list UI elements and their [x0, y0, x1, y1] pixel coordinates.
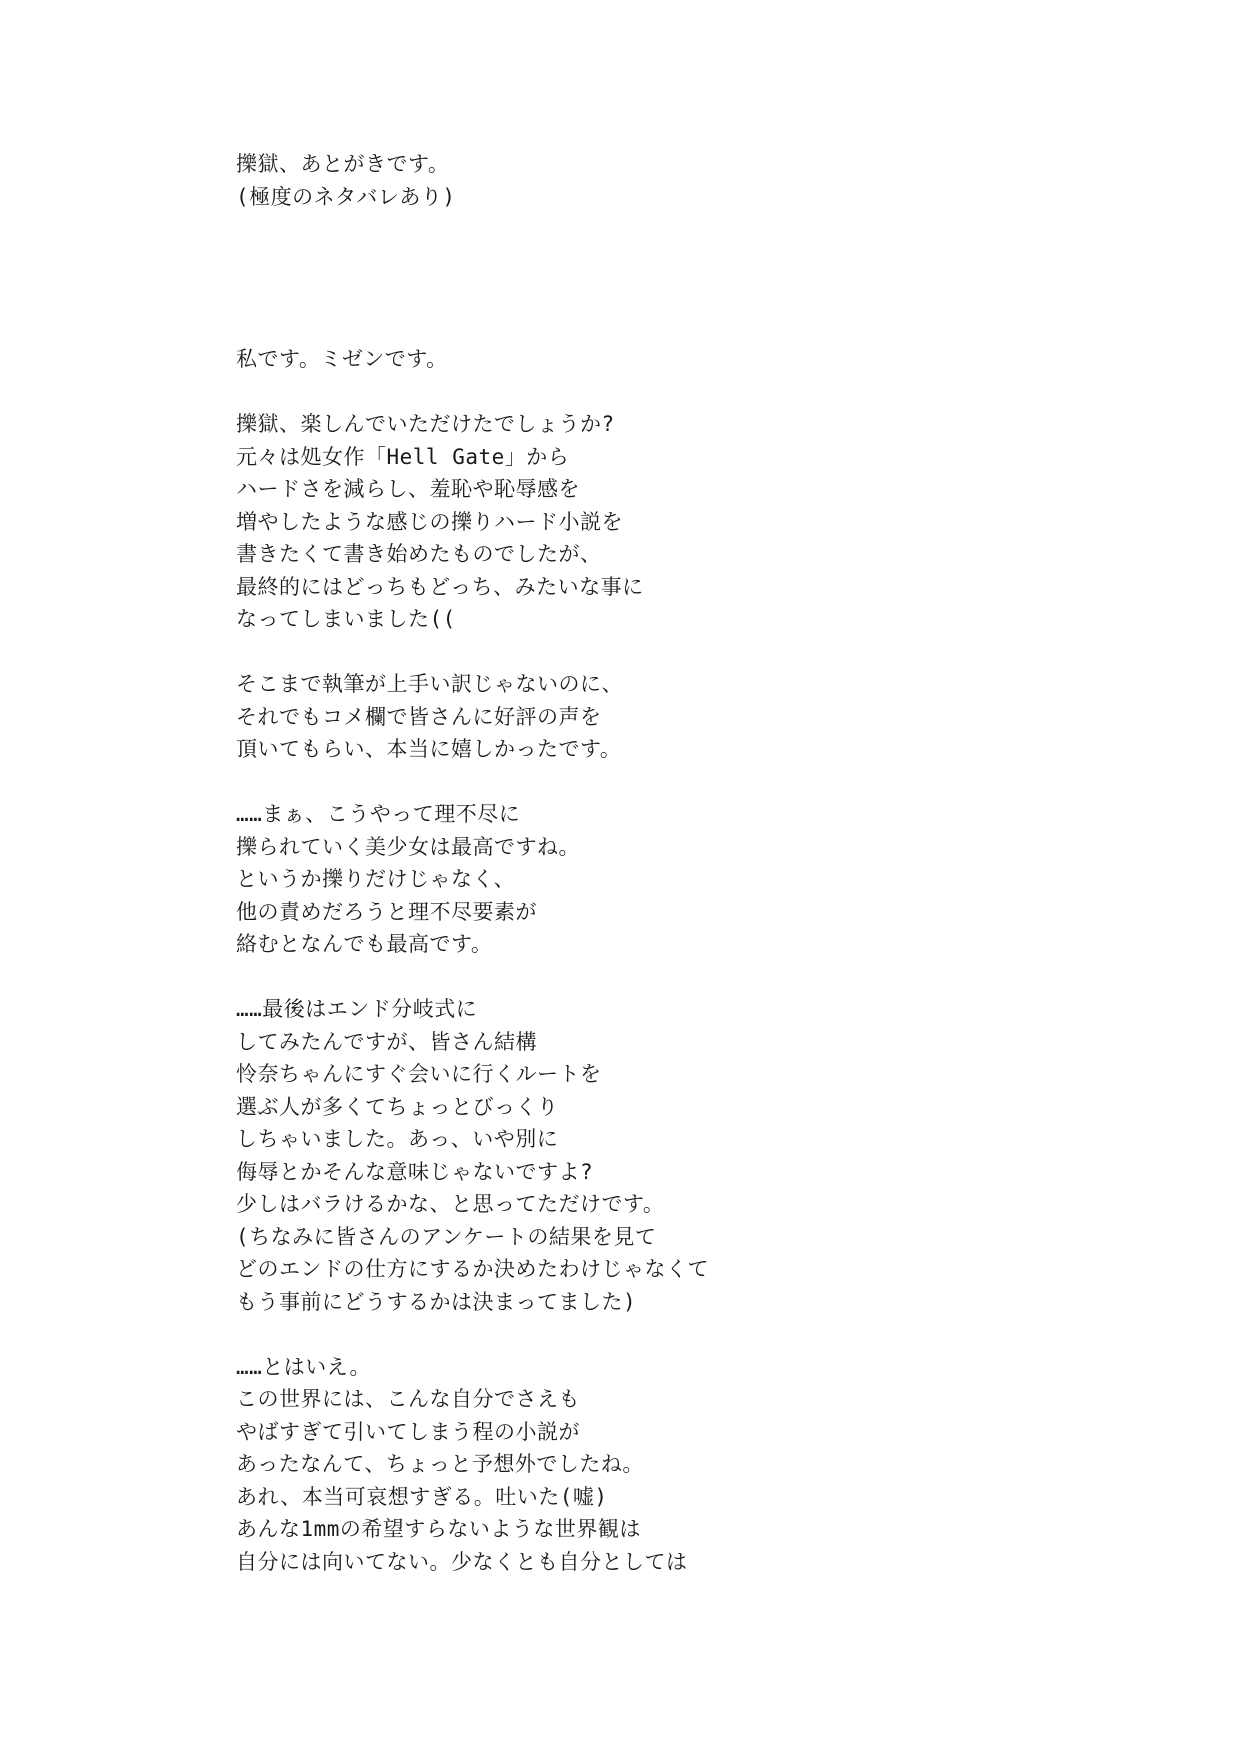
- text-line: 書きたくて書き始めたものでしたが、: [236, 542, 602, 566]
- text-line: してみたんですが、皆さん結構: [236, 1029, 537, 1054]
- blank-line: [236, 376, 1136, 409]
- afterword-text: [236, 148, 1136, 1578]
- text-line: あったなんて、ちょっと予想外でしたね。: [236, 1452, 644, 1476]
- text-line: 絡むとなんでも最高です。: [236, 932, 493, 956]
- text-line: (ちなみに皆さんのアンケートの結果を見て: [236, 1224, 657, 1249]
- text-line: 少しはバラけるかな、と思ってただけです。: [236, 1192, 665, 1216]
- blank-line: [236, 961, 1136, 994]
- blank-line: [236, 278, 1136, 311]
- text-line: 元々は処女作「Hell Gate」から: [236, 444, 570, 469]
- text-line: 擽獄、楽しんでいただけたでしょうか?: [236, 412, 615, 436]
- text-line: ……とはいえ。: [236, 1354, 372, 1379]
- text-line: どのエンドの仕方にするか決めたわけじゃなくて: [236, 1257, 709, 1281]
- blank-line: [236, 1318, 1136, 1351]
- text-line: 私です。ミゼンです。: [236, 347, 448, 371]
- text-line: あれ、本当可哀想すぎる。吐いた(嘘): [236, 1484, 608, 1509]
- blank-line: [236, 311, 1136, 344]
- text-line: なってしまいました((: [236, 607, 456, 631]
- text-line: あんな1mmの希望すらないような世界観は: [236, 1517, 641, 1541]
- text-line: ……まぁ、こうやって理不尽に: [236, 802, 521, 826]
- text-line: 擽られていく美少女は最高ですね。: [236, 834, 580, 859]
- text-line: しちゃいました。あっ、いや別に: [236, 1127, 559, 1151]
- text-line: それでもコメ欄で皆さんに好評の声を: [236, 704, 602, 729]
- text-line: この世界には、こんな自分でさえも: [236, 1387, 580, 1411]
- text-line: 侮辱とかそんな意味じゃないですよ?: [236, 1159, 594, 1184]
- text-line: 怜奈ちゃんにすぐ会いに行くルートを: [236, 1062, 602, 1086]
- blank-line: [236, 766, 1136, 799]
- text-line: というか擽りだけじゃなく、: [236, 867, 516, 891]
- text-line: 頂いてもらい、本当に嬉しかったです。: [236, 737, 622, 761]
- text-line: もう事前にどうするかは決まってました): [236, 1289, 637, 1314]
- text-line: ……最後はエンド分岐式に: [236, 997, 478, 1021]
- text-line: (極度のネタバレあり): [236, 184, 456, 209]
- text-line: 自分には向いてない。少なくとも自分としては: [236, 1549, 688, 1574]
- text-line: 選ぶ人が多くてちょっとびっくり: [236, 1094, 559, 1119]
- text-line: そこまで執筆が上手い訳じゃないのに、: [236, 672, 623, 696]
- text-line: やばすぎて引いてしまう程の小説が: [236, 1419, 580, 1444]
- text-line: 最終的にはどっちもどっち、みたいな事に: [236, 574, 644, 599]
- text-line: 擽獄、あとがきです。: [236, 152, 450, 176]
- text-line: 他の責めだろうと理不尽要素が: [236, 899, 537, 924]
- blank-line: [236, 636, 1136, 669]
- text-line: 増やしたような感じの擽りハード小説を: [236, 509, 623, 534]
- text-line: ハードさを減らし、羞恥や恥辱感を: [236, 477, 580, 501]
- blank-line: [236, 246, 1136, 279]
- blank-line: [236, 213, 1136, 246]
